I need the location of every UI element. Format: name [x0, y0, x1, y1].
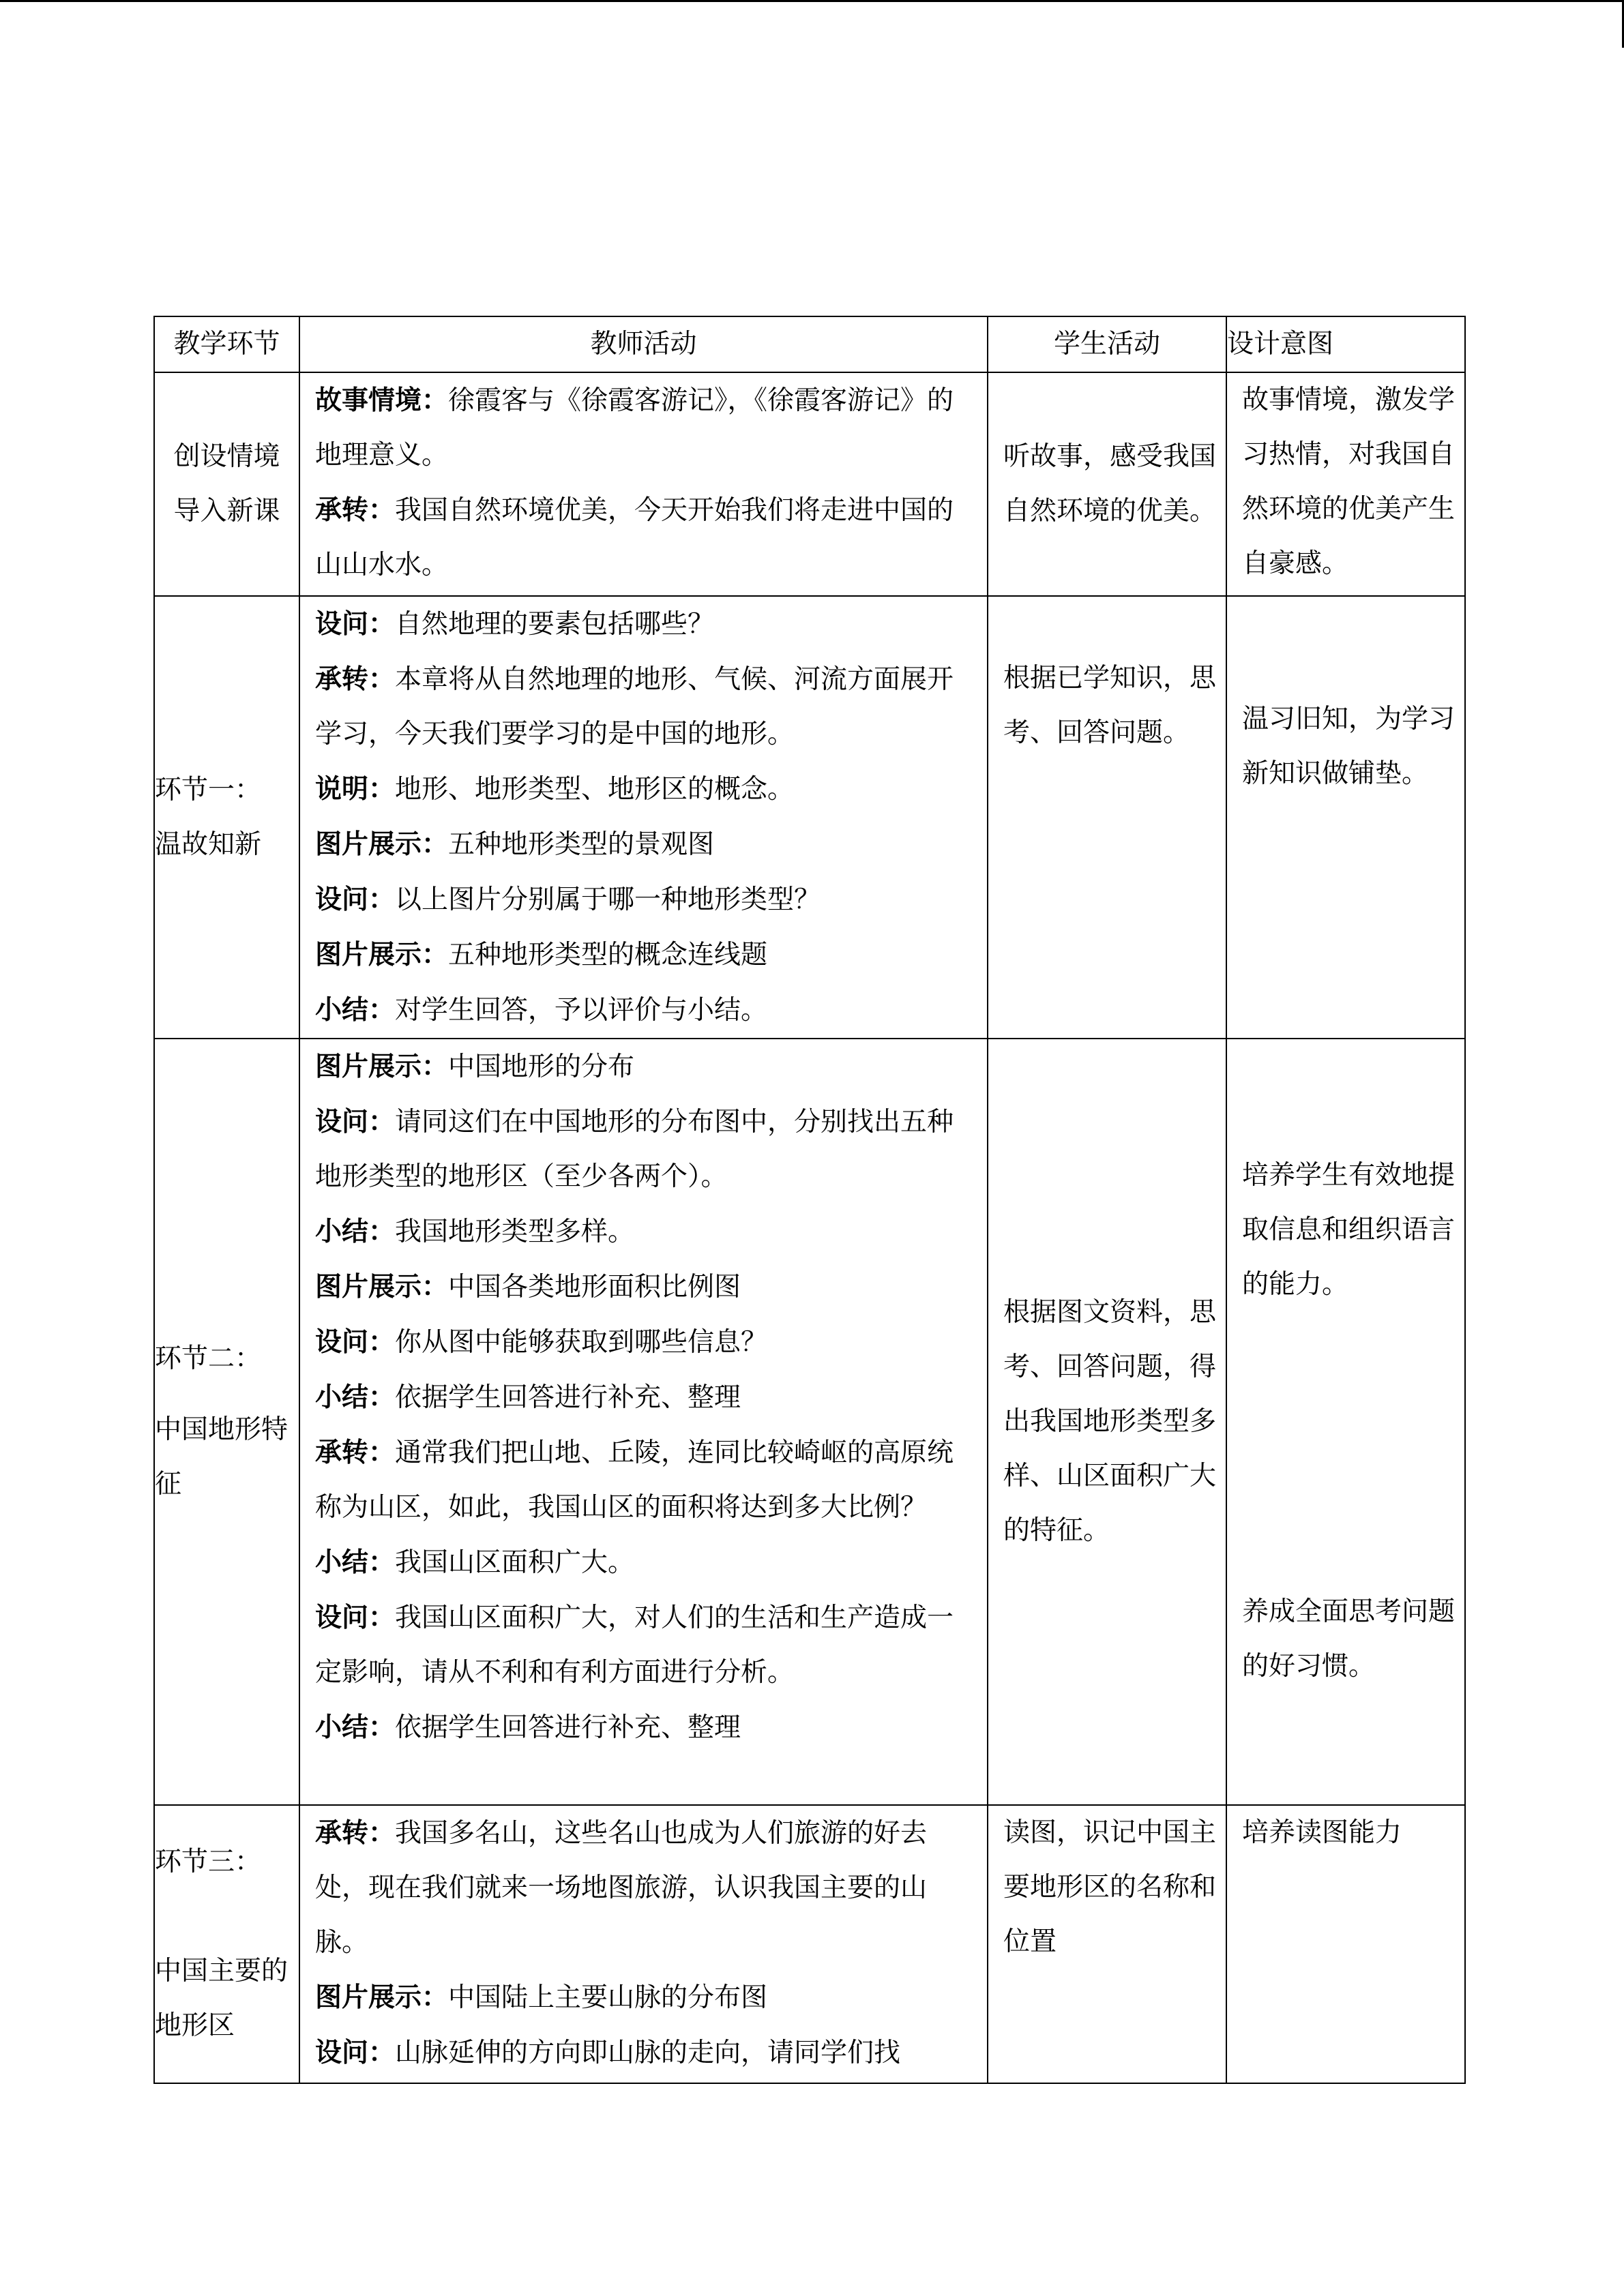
- teacher-item: 故事情境：徐霞客与《徐霞客游记》，《徐霞客游记》的地理意义。: [315, 385, 954, 471]
- stage-label: 中国主要的地形区: [155, 1956, 289, 2041]
- teacher-item: 图片展示：中国陆上主要山脉的分布图: [315, 1982, 768, 2013]
- teacher-item: 设问：请同这们在中国地形的分布图中，分别找出五种地形类型的地形区（至少各两个）。: [315, 1106, 954, 1192]
- design-cell: 温习旧知，为学习新知识做铺垫。: [1226, 596, 1465, 1039]
- teacher-cell: [299, 372, 988, 596]
- teacher-item: 图片展示：五种地形类型的概念连线题: [315, 939, 768, 970]
- teacher-item: 图片展示：中国地形的分布: [315, 1051, 635, 1082]
- header-stage: 教学环节: [154, 316, 299, 372]
- table-row: [154, 596, 1465, 1039]
- teacher-item: 设问：我国山区面积广大，对人们的生活和生产造成一定影响，请从不利和有利方面进行分析。: [315, 1602, 954, 1688]
- header-design: 设计意图: [1226, 316, 1465, 372]
- header-row: [154, 316, 1465, 372]
- stage-label: 导入新课: [173, 496, 280, 526]
- stage-label: 环节一：: [155, 774, 262, 805]
- stage-label: 中国地形特征: [155, 1414, 289, 1500]
- teacher-cell: [299, 1039, 988, 1805]
- design-cell: 故事情境，激发学习热情，对我国自然环境的优美产生自豪感。: [1226, 372, 1465, 596]
- stage-cell: [154, 1039, 299, 1805]
- header-student: 学生活动: [988, 316, 1226, 372]
- stage-cell: [154, 372, 299, 596]
- teacher-item: 承转：我国自然环境优美，今天开始我们将走进中国的山山水水。: [315, 494, 954, 580]
- stage-cell: [154, 596, 299, 1039]
- student-cell: 根据图文资料，思考、回答问题，得出我国地形类型多样、山区面积广大的特征。: [988, 1039, 1226, 1805]
- teacher-item: 设问：山脉延伸的方向即山脉的走向，请同学们找: [315, 2037, 901, 2068]
- student-cell: 听故事，感受我国自然环境的优美。: [988, 372, 1226, 596]
- stage-cell: [154, 1805, 299, 2083]
- teacher-item: 图片展示：五种地形类型的景观图: [315, 829, 715, 860]
- teacher-item: 设问：自然地理的要素包括哪些？: [315, 608, 715, 640]
- design-text: 培养学生有效地提取信息和组织语言的能力。: [1242, 1160, 1456, 1300]
- teacher-item: 小结：我国山区面积广大。: [315, 1547, 635, 1578]
- header-teacher: 教师活动: [299, 316, 988, 372]
- design-text: 养成全面思考问题的好习惯。: [1242, 1596, 1456, 1682]
- student-cell: 读图，识记中国主要地形区的名称和位置: [988, 1805, 1226, 2083]
- design-cell: [1226, 1039, 1465, 1805]
- stage-label: 温故知新: [155, 829, 262, 860]
- teacher-item: 说明：地形、地形类型、地形区的概念。: [315, 773, 795, 805]
- student-cell: 根据已学知识，思考、回答问题。: [988, 596, 1226, 1039]
- teacher-item: 承转：我国多名山，这些名山也成为人们旅游的好去处，现在我们就来一场地图旅游，认识我国主要的山脉。: [315, 1817, 928, 1958]
- stage-label: 环节二：: [155, 1343, 262, 1374]
- teacher-item: 设问：你从图中能够获取到哪些信息？: [315, 1326, 768, 1358]
- teacher-cell: [299, 596, 988, 1039]
- stage-label: 创设情境: [173, 441, 280, 472]
- table-row: [154, 1805, 1465, 2083]
- teacher-item: 设问：以上图片分别属于哪一种地形类型？: [315, 884, 821, 915]
- teacher-item: 小结：我国地形类型多样。: [315, 1216, 635, 1247]
- teacher-item: 承转：通常我们把山地、丘陵，连同比较崎岖的高原统称为山区，如此，我国山区的面积将达到多大比例？: [315, 1437, 954, 1523]
- teacher-cell: [299, 1805, 988, 2083]
- lesson-plan-table: [153, 316, 1466, 2084]
- page-top-border: [0, 0, 1624, 2]
- stage-label: 环节三：: [155, 1847, 262, 1877]
- teacher-item: 小结：对学生回答，予以评价与小结。: [315, 994, 768, 1026]
- table-row: [154, 372, 1465, 596]
- teacher-item: 小结：依据学生回答进行补充、整理: [315, 1382, 741, 1413]
- teacher-item: 小结：依据学生回答进行补充、整理: [315, 1712, 741, 1743]
- teacher-item: 承转：本章将从自然地理的地形、气候、河流方面展开学习，今天我们要学习的是中国的地形。: [315, 664, 954, 749]
- teacher-item: 图片展示：中国各类地形面积比例图: [315, 1271, 741, 1302]
- design-cell: 培养读图能力: [1226, 1805, 1465, 2083]
- table-row: [154, 1039, 1465, 1805]
